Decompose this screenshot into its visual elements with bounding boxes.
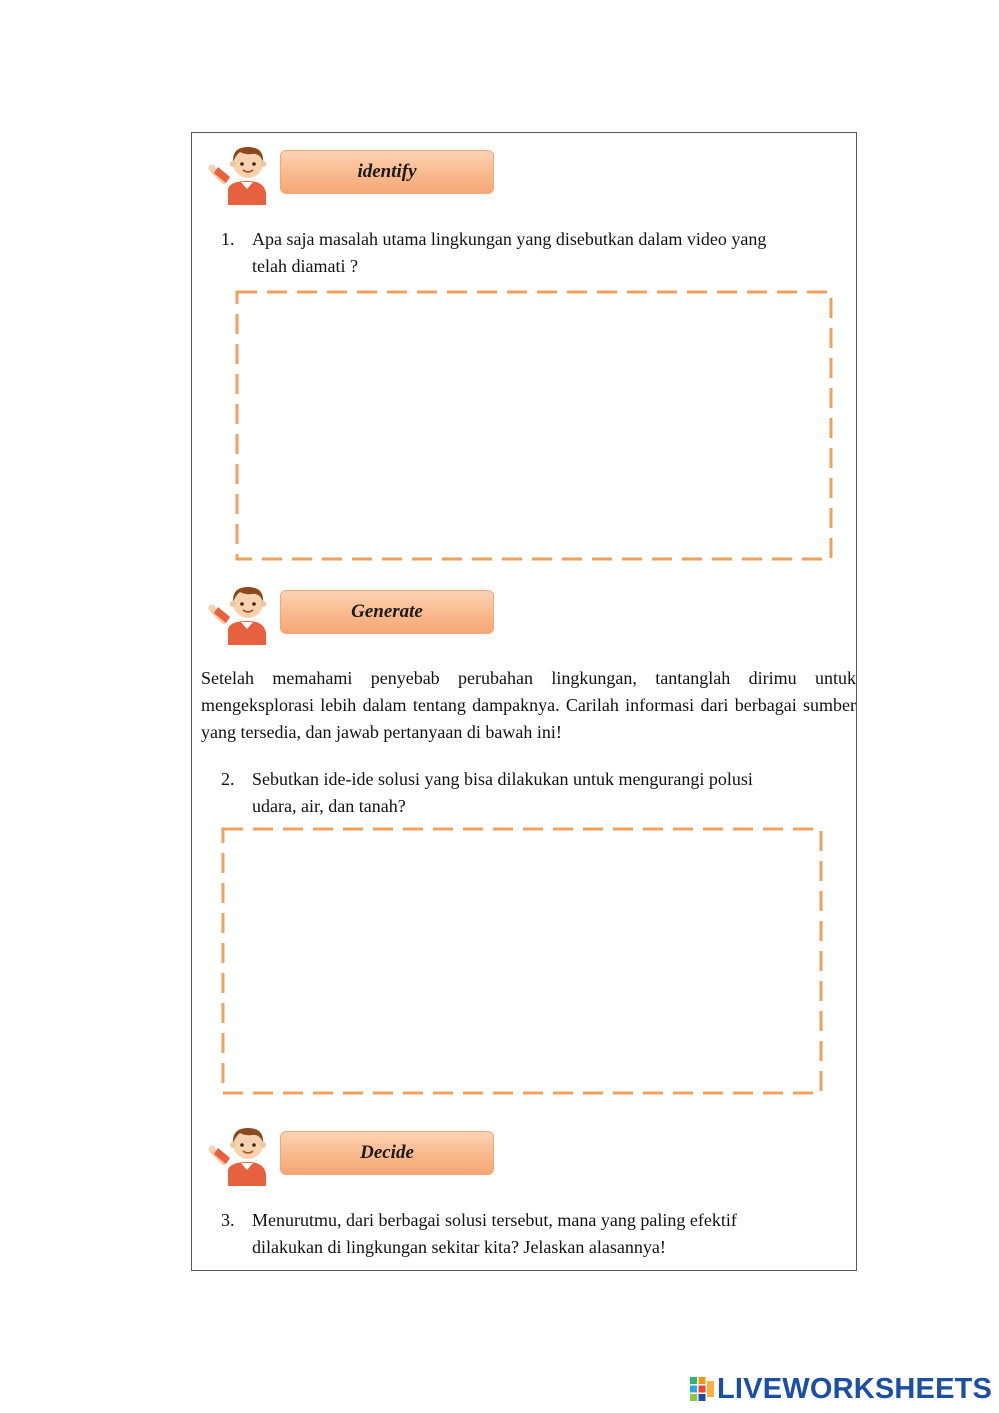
section-title-pill: identify [280,150,494,194]
section-header-generate [208,583,508,645]
liveworksheets-brand[interactable] [690,1372,992,1406]
section-title-pill: Decide [280,1131,494,1175]
brand-name: LIVEWORKSHEETS [717,1372,993,1405]
section-title-pill: Generate [280,590,494,634]
question-text-line: dilakukan di lingkungan sekitar kita? Jelaskan alasannya! [252,1237,666,1257]
section-header-decide [208,1124,508,1186]
waving-boy-icon [208,1124,272,1186]
question-number: 3. [221,1210,235,1230]
waving-boy-icon [208,143,272,205]
generate-intro-paragraph: Setelah memahami penyebab perubahan lingkungan, tantanglah dirimu untuk mengeksplorasi lebih dalam tentang dampaknya. Carilah informasi dari berbagai sumber yang tersedia, dan jawab pertanyaan di bawah ini! [201,668,856,742]
answer-box-1[interactable] [234,289,834,562]
question-text-line: Menurutmu, dari berbagai solusi tersebut, mana yang paling efektif [252,1210,737,1230]
question-text-line: Sebutkan ide-ide solusi yang bisa dilakukan untuk mengurangi polusi [252,769,753,789]
question-number: 1. [221,229,235,249]
answer-box-2[interactable] [220,826,824,1096]
liveworksheets-logo-icon [690,1377,714,1401]
question-text-line: Apa saja masalah utama lingkungan yang disebutkan dalam video yang [252,229,767,249]
question-number: 2. [221,769,235,789]
question-text-line: udara, air, dan tanah? [252,796,406,816]
question-1 [221,226,841,280]
section-header-identify [208,143,508,205]
question-2 [221,766,841,820]
waving-boy-icon [208,583,272,645]
question-text-line: telah diamati ? [252,256,358,276]
question-3 [221,1207,841,1261]
